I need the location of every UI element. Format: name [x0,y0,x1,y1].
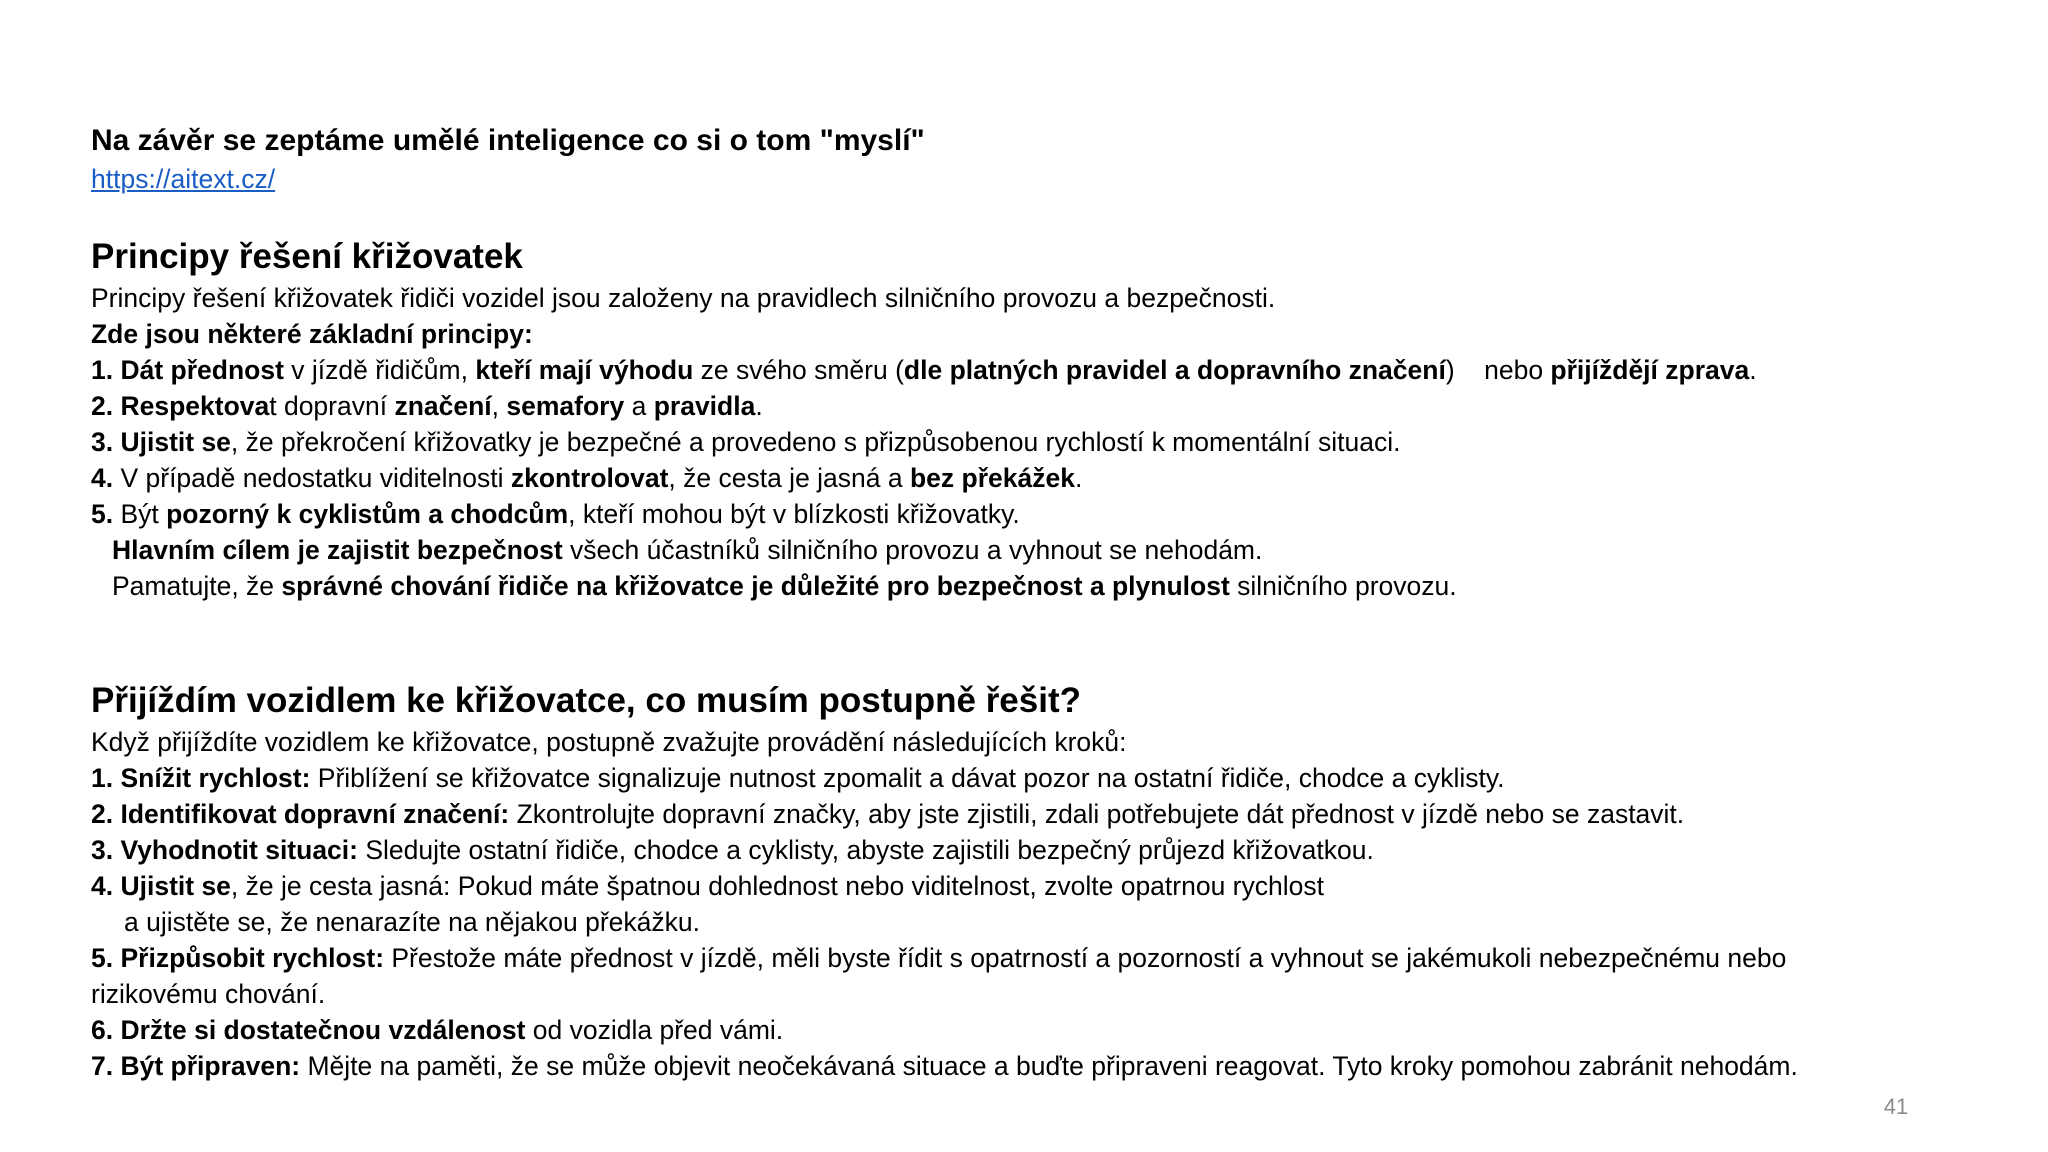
intro-heading: Na závěr se zeptáme umělé inteligence co si o tom "myslí" [91,124,925,157]
principle-item-2: 2. Respektovat dopravní značení, semafory a pravidla. [91,391,763,421]
page-number: 41 [1883,1094,1909,1119]
principle-item-3: 3. Ujistit se, že překročení křižovatky je bezpečné a provedeno s přizpůsobenou rychlostí k momentální situaci. [91,427,1401,457]
principle-item-1: 1. Dát přednost v jízdě řidičům, kteří mají výhodu ze svého směru (dle platných pravidel a dopravního značení) nebo přijíždějí zprava. [91,355,1757,385]
section2-intro: Když přijíždíte vozidlem ke křižovatce, postupně zvažujte provádění následujících kroků: [91,727,1127,757]
section2-title: Přijíždím vozidlem ke křižovatce, co musím postupně řešit? [91,681,1081,720]
principle-item-5: 5. Být pozorný k cyklistům a chodcům, kteří mohou být v blízkosti křižovatky. [91,499,1020,529]
step-item-4: 4. Ujistit se, že je cesta jasná: Pokud máte špatnou dohlednost nebo viditelnost, zvolte opatrnou rychlost [91,871,1324,901]
principle-goal: Hlavním cílem je zajistit bezpečnost všech účastníků silničního provozu a vyhnout se nehodám. [112,535,1263,565]
section1-lead: Zde jsou některé základní principy: [91,319,533,349]
section-approach [91,678,1971,1084]
section1-title: Principy řešení křižovatek [91,237,523,276]
step-item-7: 7. Být připraven: Mějte na paměti, že se může objevit neočekávaná situace a buďte připraveni reagovat. Tyto kroky pomohou zabránit nehodám. [91,1051,1798,1081]
step-item-5: 5. Přizpůsobit rychlost: Přestože máte přednost v jízdě, měli byste řídit s opatrností a pozorností a vyhnout se jakémukoli nebezpečnému nebo [91,943,1787,973]
principle-item-4: 4. V případě nedostatku viditelnosti zkontrolovat, že cesta je jasná a bez překážek. [91,463,1083,493]
intro-block [91,121,1971,197]
step-item-6: 6. Držte si dostatečnou vzdálenost od vozidla před vámi. [91,1015,784,1045]
section1-intro: Principy řešení křižovatek řidiči vozidel jsou založeny na pravidlech silničního provozu a bezpečnosti. [91,283,1276,313]
step-item-5-continuation: rizikovému chování. [91,979,326,1009]
aitext-link[interactable]: https://aitext.cz/ [91,164,276,194]
step-item-3: 3. Vyhodnotit situaci: Sledujte ostatní řidiče, chodce a cyklisty, abyste zajistili bezpečný průjezd křižovatkou. [91,835,1374,865]
step-item-4-continuation: a ujistěte se, že nenarazíte na nějakou překážku. [124,907,700,937]
principle-remember: Pamatujte, že správné chování řidiče na křižovatce je důležité pro bezpečnost a plynulost silničního provozu. [112,571,1457,601]
step-item-1: 1. Snížit rychlost: Přiblížení se křižovatce signalizuje nutnost zpomalit a dávat pozor na ostatní řidiče, chodce a cyklisty. [91,763,1505,793]
section-principles [91,234,1971,604]
step-item-2: 2. Identifikovat dopravní značení: Zkontrolujte dopravní značky, aby jste zjistili, zdali potřebujete dát přednost v jízdě nebo se zastavit. [91,799,1685,829]
